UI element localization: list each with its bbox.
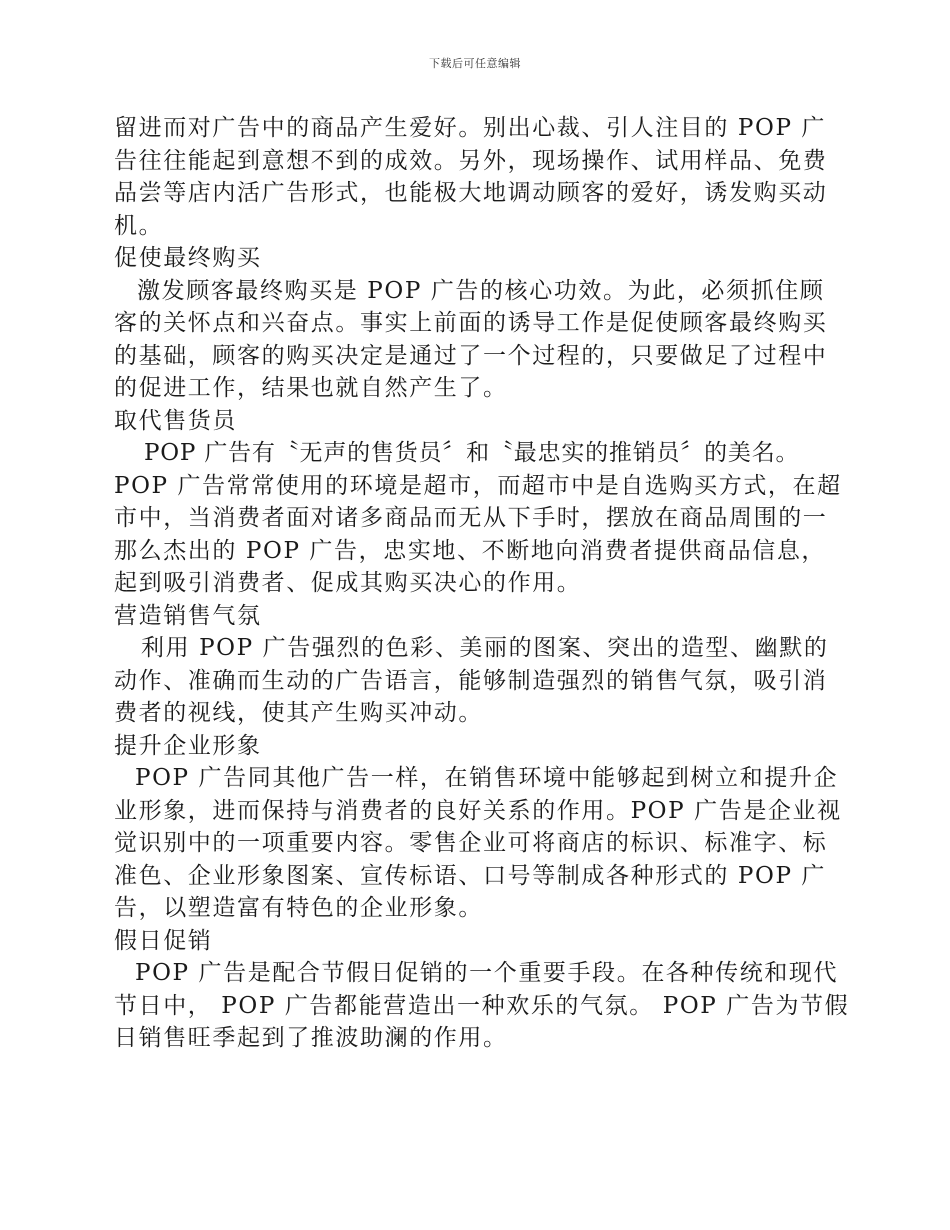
paragraph-line: 告，以塑造富有特色的企业形象。 <box>114 895 483 921</box>
section-heading: 营造销售气氛 <box>114 602 262 629</box>
paragraph-line: 费者的视线，使其产生购买冲动。 <box>114 700 483 726</box>
paragraph-line: 起到吸引消费者、促成其购买决心的作用。 <box>114 570 582 596</box>
paragraph-line: 利用 POP 广告强烈的色彩、美丽的图案、突出的造型、幽默的 <box>141 635 829 661</box>
paragraph-line: POP 广告同其他广告一样，在销售环境中能够起到树立和提升企 <box>135 765 839 791</box>
section-heading: 假日促销 <box>114 927 213 954</box>
paragraph-line: 日销售旺季起到了推波助澜的作用。 <box>114 1025 508 1051</box>
paragraph-line: 觉识别中的一项重要内容。零售企业可将商店的标识、标准字、标 <box>114 830 828 856</box>
paragraph-line: 告往往能起到意想不到的成效。另外，现场操作、试用样品、免费 <box>114 147 828 174</box>
paragraph-line: 品尝等店内活广告形式，也能极大地调动顾客的爱好，诱发购买动 <box>114 180 828 206</box>
paragraph-line: 的基础，顾客的购买决定是通过了一个过程的，只要做足了过程中 <box>114 342 828 369</box>
paragraph-line: 动作、准确而生动的广告语言，能够制造强烈的销售气氛，吸引消 <box>114 667 828 694</box>
paragraph-line: 留进而对广告中的商品产生爱好。别出心裁、引人注目的 POP 广 <box>114 115 827 141</box>
page-header: 下载后可任意编辑 <box>429 57 521 70</box>
paragraph-line: 准色、企业形象图案、宣传标语、口号等制成各种形式的 POP 广 <box>114 862 827 889</box>
paragraph-line: POP 广告有〝无声的售货员〞和〝最忠实的推销员〞的美名。 <box>144 440 800 466</box>
section-heading: 促使最终购买 <box>114 245 262 271</box>
section-heading: 提升企业形象 <box>114 732 262 759</box>
paragraph-line: POP 广告是配合节假日促销的一个重要手段。在各种传统和现代 <box>135 960 839 986</box>
section-heading: 取代售货员 <box>114 407 237 434</box>
paragraph-line: 业形象，进而保持与消费者的良好关系的作用。POP 广告是企业视 <box>114 797 842 824</box>
paragraph-line: 的促进工作，结果也就自然产生了。 <box>114 375 508 401</box>
paragraph-line: 那么杰出的 POP 广告，忠实地、不断地向消费者提供商品信息， <box>114 537 827 564</box>
paragraph-line: 节日中， POP 广告都能营造出一种欢乐的气氛。 POP 广告为节假 <box>114 992 850 1019</box>
paragraph-line: 机。 <box>114 212 164 239</box>
paragraph-line: 激发顾客最终购买是 POP 广告的核心功效。为此，必须抓住顾 <box>137 277 825 304</box>
document-body <box>114 112 850 1055</box>
paragraph-line: 市中，当消费者面对诸多商品而无从下手时，摆放在商品周围的一 <box>114 505 828 531</box>
paragraph-line: 客的关怀点和兴奋点。事实上前面的诱导工作是促使顾客最终购买 <box>114 310 828 336</box>
paragraph-line: POP 广告常常使用的环境是超市，而超市中是自选购买方式，在超 <box>114 472 842 499</box>
